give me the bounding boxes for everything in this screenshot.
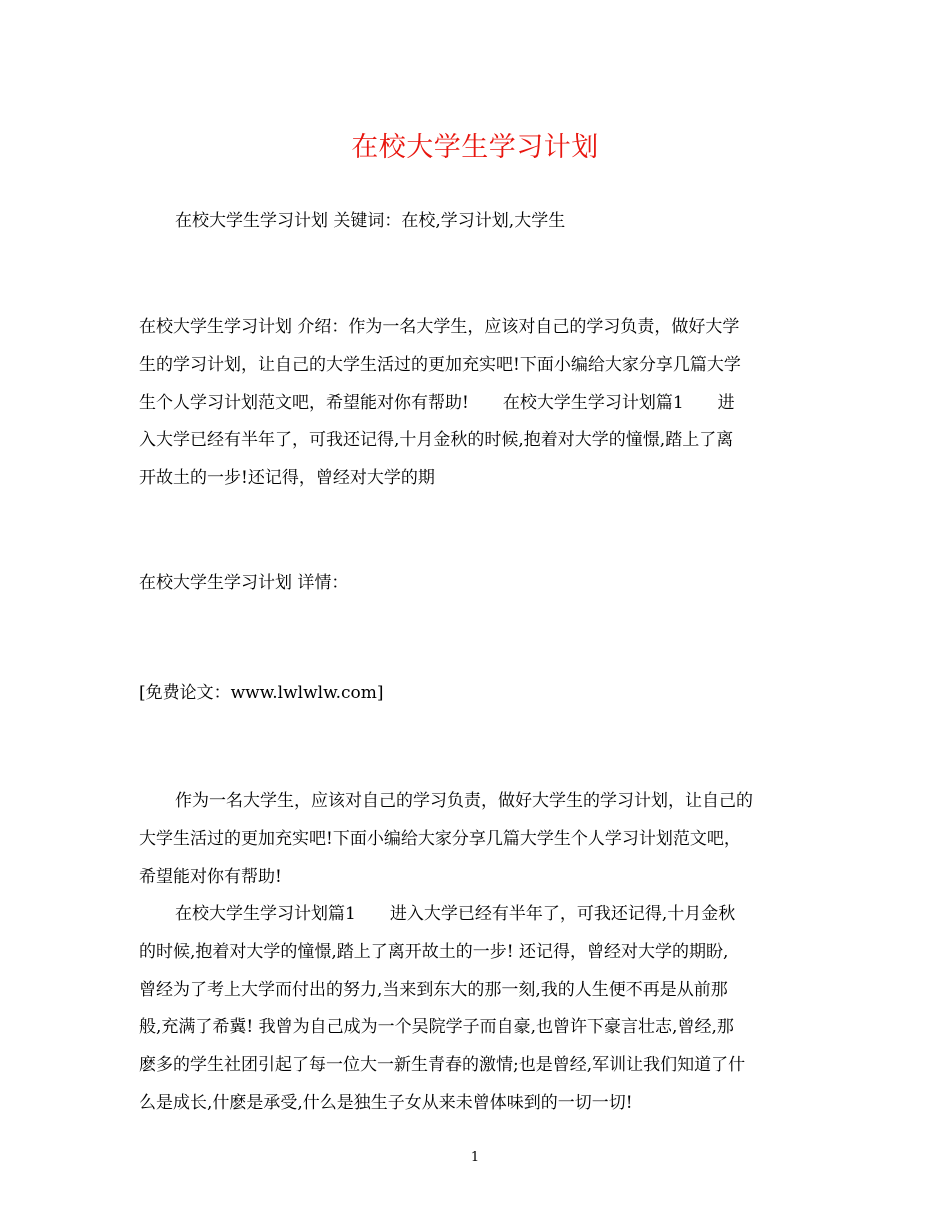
intro-line: 在校大学生学习计划 介绍：作为一名大学生，应该对自己的学习负责，做好大学 [139,317,740,337]
document-title: 在校大学生学习计划 [351,132,599,163]
body-line: 大学生活过的更加充实吧!下面小编给大家分享几篇大学生个人学习计划范文吧， [139,828,741,849]
page-number: 1 [470,1150,480,1165]
intro-line-text: 进 [717,392,735,413]
intro-line [139,385,815,423]
body-paragraph-1 [139,783,815,896]
body-paragraph-2 [139,896,815,1123]
details-label: 在校大学生学习计划 详情： [139,573,349,593]
body-line: 的时候,抱着对大学的憧憬,踏上了离开故土的一步! 还记得，曾经对大学的期盼, [139,941,729,962]
intro-line: 入大学已经有半年了，可我还记得,十月金秋的时候,抱着对大学的憧憬,踏上了离 [139,430,734,451]
intro-line: 开故土的一步!还记得，曾经对大学的期 [139,468,435,489]
body-line: 般,充满了希冀! 我曾为自己成为一个吴院学子而自豪,也曾许下豪言壮志,曾经,那 [139,1017,734,1038]
article-heading: 在校大学生学习计划篇1 [175,904,356,924]
body-line: 作为一名大学生，应该对自己的学习负责，做好大学生的学习计划，让自己的 [175,791,753,811]
body-line: 希望能对你有帮助! [139,866,282,887]
intro-line: 生的学习计划，让自己的大学生活过的更加充实吧!下面小编给大家分享几篇大学 [139,354,741,375]
body-line [139,896,815,934]
intro-article-heading: 在校大学生学习计划篇1 [502,392,684,413]
keywords-line: 在校大学生学习计划 关键词：在校,学习计划,大学生 [175,211,566,231]
body-line: 么是成长,什麽是承受,什么是独生子女从来未曾体味到的一切一切! [139,1092,633,1113]
intro-paragraph [139,309,815,498]
body-line: 曾经为了考上大学而付出的努力,当来到东大的那一刻,我的人生便不再是从前那 [139,979,728,1000]
intro-line-text: 生个人学习计划范文吧，希望能对你有帮助! [139,392,469,413]
source-note: [免费论文：www.lwlwlw.com] [139,683,384,703]
body-line: 麽多的学生社团引起了每一位大一新生青春的激情;也是曾经,军训让我们知道了什 [139,1055,746,1076]
body-line-text: 进入大学已经有半年了，可我还记得,十月金秋 [389,904,736,924]
